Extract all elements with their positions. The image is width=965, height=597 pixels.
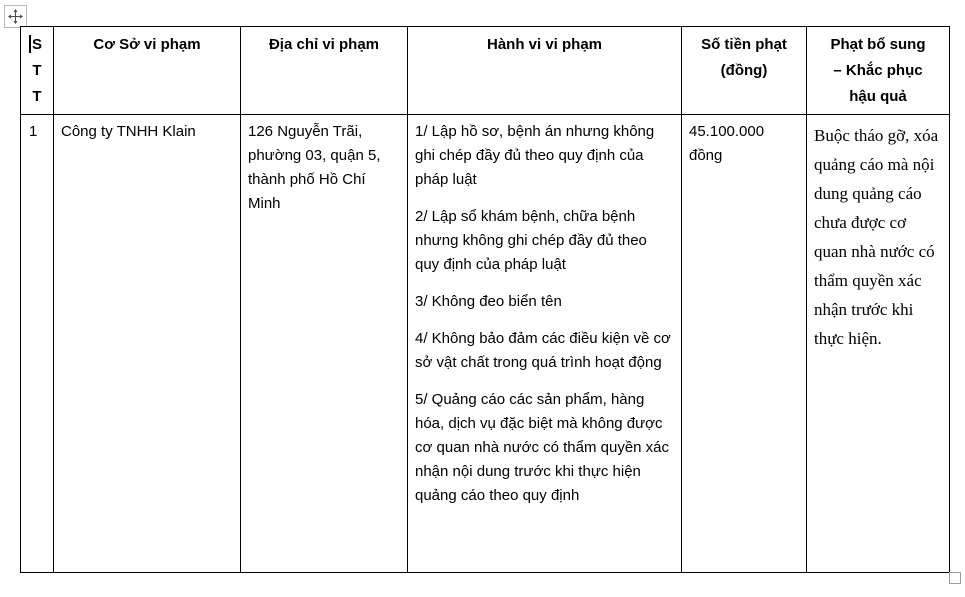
violation-item: 4/ Không bảo đảm các điều kiện về cơ sở vật chất trong quá trình hoạt động: [415, 330, 671, 371]
cell-stt[interactable]: 1: [21, 115, 54, 573]
table-resize-handle[interactable]: [949, 572, 961, 584]
violations-table: [20, 26, 950, 573]
header-cell-additional[interactable]: [807, 27, 950, 115]
violation-item: 2/ Lập sổ khám bệnh, chữa bệnh nhưng không ghi chép đầy đủ theo quy định của pháp luật: [415, 208, 647, 273]
header-cell-stt[interactable]: [21, 27, 54, 115]
violation-item: 1/ Lập hồ sơ, bệnh án nhưng không ghi chép đầy đủ theo quy định của pháp luật: [415, 123, 655, 188]
table-row: [21, 115, 950, 573]
header-cell-fine[interactable]: [682, 27, 807, 115]
header-cell-establishment[interactable]: [54, 27, 241, 115]
cell-address[interactable]: 126 Nguyễn Trãi, phường 03, quận 5, thành phố Hồ Chí Minh: [241, 115, 408, 573]
header-label-additional: Phạt bổ sung – Khắc phục hậu quả: [830, 36, 926, 105]
move-icon: [8, 9, 23, 24]
text-cursor: [29, 35, 31, 53]
cell-fine[interactable]: 45.100.000 đồng: [682, 115, 807, 573]
cell-additional-penalty[interactable]: Buộc tháo gỡ, xóa quảng cáo mà nội dung quảng cáo chưa được cơ quan nhà nước có thẩm quyền xác nhận trước khi thực hiện.: [807, 115, 950, 573]
header-row: [21, 27, 950, 115]
violation-item: 5/ Quảng cáo các sản phẩm, hàng hóa, dịch vụ đặc biệt mà không được cơ quan nhà nước có thẩm quyền xác nhận nội dung trước khi thực hiện quảng cáo theo quy định: [415, 391, 670, 504]
violation-item: 3/ Không đeo biển tên: [415, 293, 562, 310]
header-label-fine: Số tiền phạt (đồng): [701, 36, 787, 79]
cell-violations[interactable]: [408, 115, 682, 573]
header-label-stt: STT: [31, 36, 42, 105]
table-move-handle[interactable]: [4, 5, 27, 28]
header-cell-behavior[interactable]: [408, 27, 682, 115]
header-label-behavior: Hành vi vi phạm: [486, 36, 603, 53]
header-cell-address[interactable]: [241, 27, 408, 115]
header-label-address: Địa chỉ vi phạm: [268, 36, 380, 53]
cell-establishment[interactable]: Công ty TNHH Klain: [54, 115, 241, 573]
header-label-establishment: Cơ Sở vi phạm: [93, 36, 201, 53]
